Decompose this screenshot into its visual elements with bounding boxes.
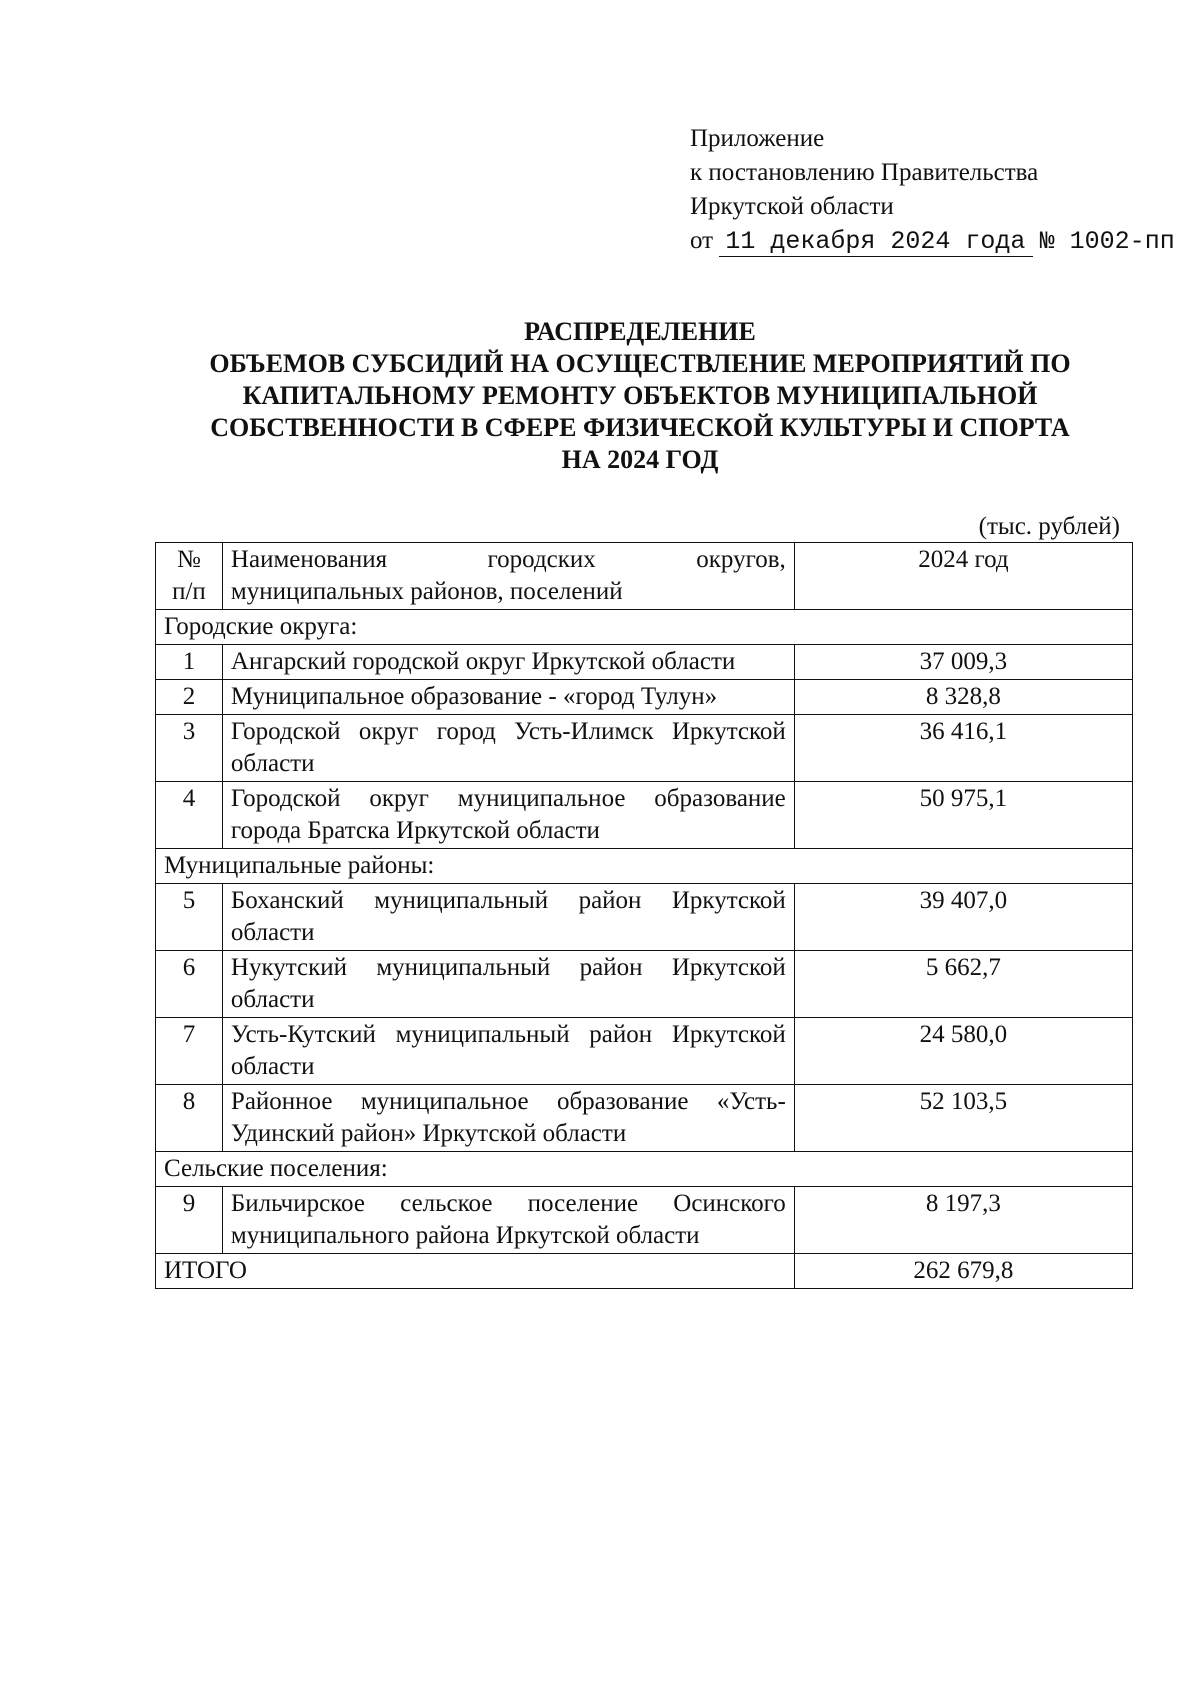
row-number: 3 xyxy=(156,715,223,782)
title-line-4: СОБСТВЕННОСТИ В СФЕРЕ ФИЗИЧЕСКОЙ КУЛЬТУРЫ И СПОРТА xyxy=(210,413,1070,442)
row-number: 1 xyxy=(156,645,223,680)
row-number: 5 xyxy=(156,884,223,951)
row-name: Бильчирское сельское поселение Осинского муниципального района Иркутской области xyxy=(222,1187,794,1254)
subsidy-table xyxy=(155,542,1133,1289)
annex-from-prefix: от xyxy=(690,227,714,254)
section-title: Муниципальные районы: xyxy=(156,849,1133,884)
table-row xyxy=(156,951,1133,1018)
row-name: Боханский муниципальный район Иркутской области xyxy=(222,884,794,951)
title-line-3: КАПИТАЛЬНОМУ РЕМОНТУ ОБЪЕКТОВ МУНИЦИПАЛЬНОЙ xyxy=(242,381,1038,410)
annex-number: № 1002-пп xyxy=(1039,227,1175,256)
header-num-cell xyxy=(156,543,223,610)
annex-title: Приложение xyxy=(690,125,825,152)
header-name-line-1: Наименования городских округов, xyxy=(230,546,786,573)
header-name-cell xyxy=(222,543,794,610)
row-number: 4 xyxy=(156,782,223,849)
row-value: 24 580,0 xyxy=(794,1018,1132,1085)
section-title: Сельские поселения: xyxy=(156,1152,1133,1187)
title-line-5: НА 2024 ГОД xyxy=(561,445,719,474)
title-line-1: РАСПРЕДЕЛЕНИЕ xyxy=(524,317,756,346)
row-value: 50 975,1 xyxy=(794,782,1132,849)
row-value: 36 416,1 xyxy=(794,715,1132,782)
row-value: 39 407,0 xyxy=(794,884,1132,951)
title-line-2: ОБЪЕМОВ СУБСИДИЙ НА ОСУЩЕСТВЛЕНИЕ МЕРОПРИЯТИЙ ПО xyxy=(209,349,1071,378)
annex-region: Иркутской области xyxy=(690,193,894,220)
section-row xyxy=(156,610,1133,645)
annex-resolution: к постановлению Правительства xyxy=(690,159,1039,186)
section-row xyxy=(156,1152,1133,1187)
header-num-abbr: п/п xyxy=(172,578,206,605)
row-number: 8 xyxy=(156,1085,223,1152)
row-name: Усть-Кутский муниципальный район Иркутской области xyxy=(222,1018,794,1085)
table-row xyxy=(156,1018,1133,1085)
header-num-symbol: № xyxy=(177,546,201,573)
row-value: 52 103,5 xyxy=(794,1085,1132,1152)
row-value: 8 197,3 xyxy=(794,1187,1132,1254)
row-name: Городской округ город Усть-Илимск Иркутской области xyxy=(222,715,794,782)
table-row xyxy=(156,645,1133,680)
table-row xyxy=(156,715,1133,782)
document-title xyxy=(160,316,1120,476)
row-value: 5 662,7 xyxy=(794,951,1132,1018)
total-row xyxy=(156,1254,1133,1289)
unit-label: (тыс. рублей) xyxy=(978,513,1120,540)
table-row xyxy=(156,1187,1133,1254)
row-value: 8 328,8 xyxy=(794,680,1132,715)
annex-date-line xyxy=(690,224,1175,259)
table-row xyxy=(156,884,1133,951)
row-name: Муниципальное образование - «город Тулун» xyxy=(222,680,794,715)
row-number: 2 xyxy=(156,680,223,715)
section-row xyxy=(156,849,1133,884)
table-row xyxy=(156,782,1133,849)
table-header-row xyxy=(156,543,1133,610)
annex-date: 11 декабря 2024 года xyxy=(719,227,1033,257)
row-number: 9 xyxy=(156,1187,223,1254)
table-row xyxy=(156,1085,1133,1152)
header-name-line-2: муниципальных районов, поселений xyxy=(230,578,623,605)
row-number: 7 xyxy=(156,1018,223,1085)
annex-block xyxy=(690,122,1175,259)
row-name: Районное муниципальное образование «Усть-Удинский район» Иркутской области xyxy=(222,1085,794,1152)
row-value: 37 009,3 xyxy=(794,645,1132,680)
table-row xyxy=(156,680,1133,715)
section-title: Городские округа: xyxy=(156,610,1133,645)
row-number: 6 xyxy=(156,951,223,1018)
header-year-cell: 2024 год xyxy=(794,543,1132,610)
total-value: 262 679,8 xyxy=(794,1254,1132,1289)
total-label: ИТОГО xyxy=(156,1254,795,1289)
row-name: Городской округ муниципальное образование города Братска Иркутской области xyxy=(222,782,794,849)
row-name: Нукутский муниципальный район Иркутской области xyxy=(222,951,794,1018)
row-name: Ангарский городской округ Иркутской области xyxy=(222,645,794,680)
